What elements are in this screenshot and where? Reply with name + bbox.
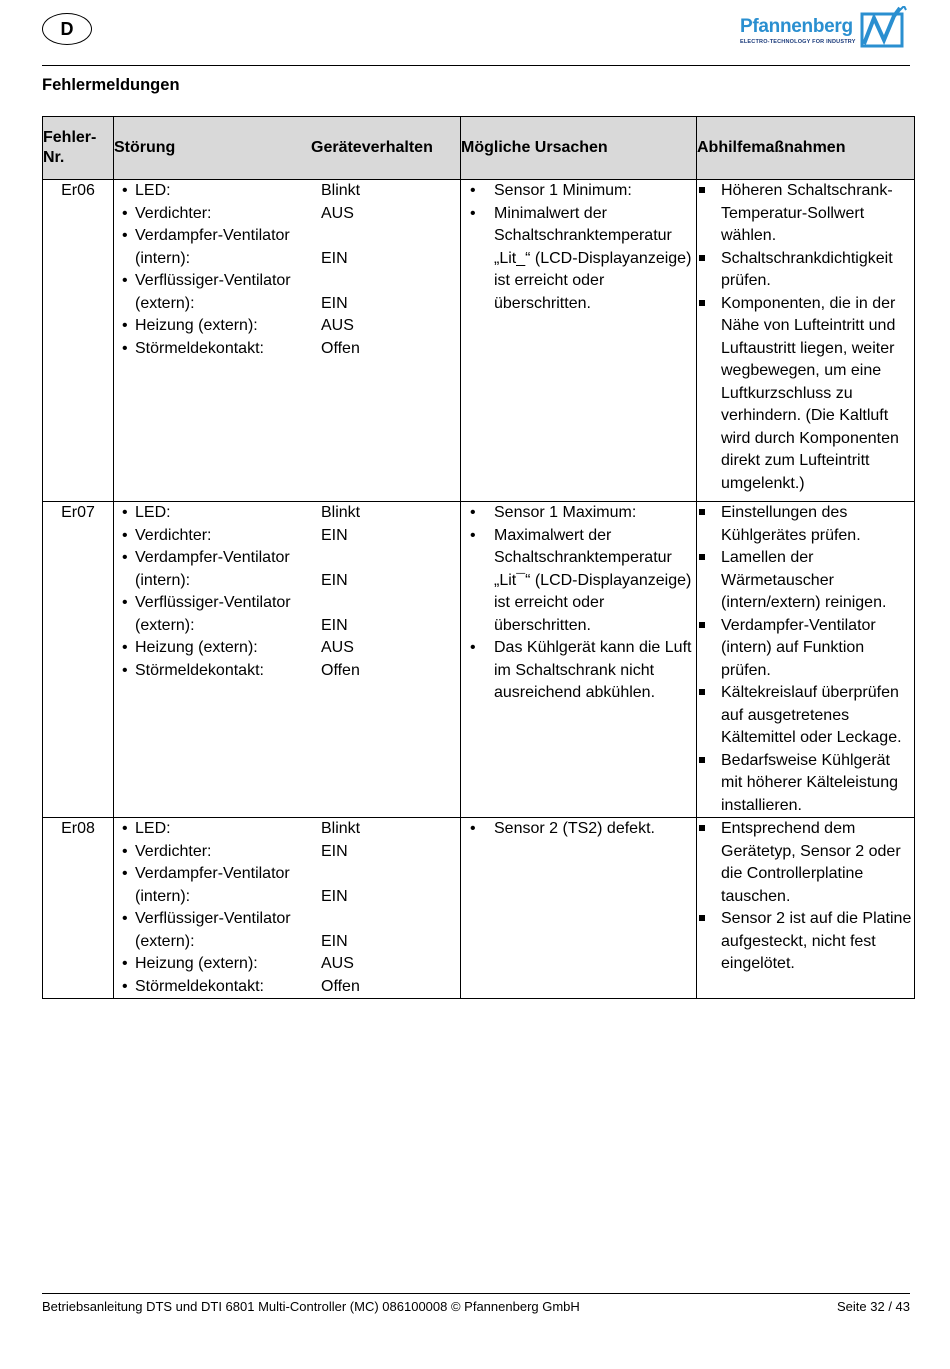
bullet-icon: • — [122, 955, 128, 972]
bullet-icon: • — [122, 820, 128, 837]
status-cell — [114, 818, 461, 999]
section-title: Fehlermeldungen — [42, 76, 180, 94]
remedy-item: Höheren Schaltschrank-Temperatur-Sollwert wählen. — [697, 180, 914, 248]
status-cell — [114, 502, 461, 818]
bullet-icon: • — [122, 661, 128, 679]
remedy-item: Schaltschrankdichtigkeit prüfen. — [697, 248, 914, 293]
cause-item: • Sensor 1 Maximum: — [461, 502, 696, 525]
status-label: Heizung (extern): — [135, 639, 258, 656]
cause-item: • Das Kühlgerät kann die Luft im Schaltschrank nicht ausreichend abkühlen. — [461, 637, 696, 705]
status-value: Offen — [321, 977, 360, 995]
remedy-item: Komponenten, die in der Nähe von Lufteintritt und Luftaustritt liegen, weiter wegbewegen, um eine Luftkurzschluss zu verhindern. (Die Kaltluft wird durch Komponenten direkt zum Lufteintritt umgelenkt.) — [697, 293, 914, 496]
status-label: Verdampfer-Ventilator — [135, 549, 290, 566]
status-value: EIN — [321, 887, 348, 905]
bullet-icon: • — [122, 842, 128, 860]
status-label-cont: (extern): — [135, 616, 195, 634]
status-label-cont: (intern): — [135, 249, 191, 267]
col-header-nr — [43, 117, 114, 180]
status-label: Verdichter: — [135, 842, 212, 860]
bullet-icon: • — [122, 339, 128, 357]
col-header-nr-line: Nr. — [43, 149, 65, 166]
col-header-stoerung — [114, 117, 461, 180]
status-value: Offen — [321, 661, 360, 679]
col-header-abhilfe: Abhilfemaßnahmen — [697, 117, 915, 180]
col-header-verhalten-label: Geräteverhalten — [311, 138, 433, 156]
bullet-icon: • — [122, 204, 128, 222]
col-header-stoerung-label: Störung — [114, 138, 176, 156]
remedies-cell — [697, 818, 915, 999]
language-badge-label: D — [60, 18, 74, 39]
table-row — [43, 502, 915, 818]
table-row — [43, 180, 915, 502]
fault-code: Er08 — [43, 818, 114, 999]
bullet-icon: • — [122, 910, 128, 927]
status-label: LED: — [135, 182, 171, 199]
footer-page-number: Seite 32 / 43 — [837, 1299, 910, 1314]
col-header-nr-line: Fehler- — [43, 129, 97, 146]
fault-code: Er06 — [43, 180, 114, 502]
col-header-ursachen: Mögliche Ursachen — [461, 117, 697, 180]
language-badge — [42, 13, 92, 45]
status-label: LED: — [135, 504, 171, 521]
status-value: AUS — [321, 204, 354, 222]
status-label: Verdichter: — [135, 204, 212, 222]
remedy-item: Lamellen der Wärmetauscher (intern/extern) reinigen. — [697, 547, 914, 615]
status-value: EIN — [321, 294, 348, 312]
status-value: AUS — [321, 639, 354, 656]
logo-mark-icon — [856, 6, 910, 48]
table-header-row — [43, 117, 915, 180]
bullet-icon: • — [122, 504, 128, 521]
bullet-icon: • — [122, 977, 128, 995]
cause-item: • Minimalwert der Schaltschranktemperatur „Lit_“ (LCD-Displayanzeige) ist erreicht oder überschritten. — [461, 203, 696, 316]
bullet-icon: • — [122, 865, 128, 882]
status-label: Störmeldekontakt: — [135, 339, 264, 357]
footer-document-info: Betriebsanleitung DTS und DTI 6801 Multi-Controller (MC) 086100008 © Pfannenberg GmbH — [42, 1299, 580, 1314]
status-value: EIN — [321, 571, 348, 589]
status-label: Verdampfer-Ventilator — [135, 227, 290, 244]
status-value: EIN — [321, 616, 348, 634]
remedy-item: Sensor 2 ist auf die Platine aufgesteckt, nicht fest eingelötet. — [697, 908, 914, 976]
remedy-item: Verdampfer-Ventilator (intern) auf Funktion prüfen. — [697, 615, 914, 683]
status-value: AUS — [321, 317, 354, 334]
bullet-icon: • — [122, 317, 128, 334]
status-cell — [114, 180, 461, 502]
status-value: EIN — [321, 249, 348, 267]
header-rule — [42, 65, 910, 66]
status-label: Verdampfer-Ventilator — [135, 865, 290, 882]
status-label: Störmeldekontakt: — [135, 661, 264, 679]
bullet-icon: • — [122, 639, 128, 656]
cause-item: • Sensor 2 (TS2) defekt. — [461, 818, 696, 841]
status-label-cont: (intern): — [135, 571, 191, 589]
status-label: Verflüssiger-Ventilator — [135, 594, 291, 611]
cause-item: • Maximalwert der Schaltschranktemperatur „Lit¯“ (LCD-Displayanzeige) ist erreicht oder überschritten. — [461, 525, 696, 638]
status-value: EIN — [321, 526, 348, 544]
status-label-cont: (extern): — [135, 294, 195, 312]
status-value: EIN — [321, 842, 348, 860]
remedy-item: Kältekreislauf überprüfen auf ausgetretenes Kältemittel oder Leckage. — [697, 682, 914, 750]
causes-cell — [461, 502, 697, 818]
status-value: Offen — [321, 339, 360, 357]
remedy-item: Einstellungen des Kühlgerätes prüfen. — [697, 502, 914, 547]
status-value: AUS — [321, 955, 354, 972]
status-label: LED: — [135, 820, 171, 837]
status-value: EIN — [321, 932, 348, 950]
bullet-icon: • — [122, 526, 128, 544]
bullet-icon: • — [122, 594, 128, 611]
footer-rule — [42, 1293, 910, 1294]
remedies-cell — [697, 502, 915, 818]
bullet-icon: • — [122, 182, 128, 199]
bullet-icon: • — [122, 549, 128, 566]
causes-cell — [461, 180, 697, 502]
remedy-item: Entsprechend dem Gerätetyp, Sensor 2 oder die Controllerplatine tauschen. — [697, 818, 914, 908]
bullet-icon: • — [122, 227, 128, 244]
status-label: Störmeldekontakt: — [135, 977, 264, 995]
logo-wordmark: Pfannenberg — [740, 16, 853, 37]
status-label-cont: (intern): — [135, 887, 191, 905]
table-row — [43, 818, 915, 999]
status-value: Blinkt — [321, 820, 361, 837]
status-label: Heizung (extern): — [135, 317, 258, 334]
fault-code: Er07 — [43, 502, 114, 818]
pfannenberg-logo — [738, 6, 910, 48]
status-value: Blinkt — [321, 182, 361, 199]
status-label: Heizung (extern): — [135, 955, 258, 972]
remedies-cell — [697, 180, 915, 502]
status-label: Verflüssiger-Ventilator — [135, 272, 291, 289]
fault-table — [42, 116, 915, 999]
causes-cell — [461, 818, 697, 999]
remedy-item: Bedarfsweise Kühlgerät mit höherer Kälteleistung installieren. — [697, 750, 914, 818]
status-label: Verflüssiger-Ventilator — [135, 910, 291, 927]
status-label-cont: (extern): — [135, 932, 195, 950]
cause-item: • Sensor 1 Minimum: — [461, 180, 696, 203]
status-value: Blinkt — [321, 504, 361, 521]
bullet-icon: • — [122, 272, 128, 289]
logo-tagline: ELECTRO-TECHNOLOGY FOR INDUSTRY — [740, 39, 856, 45]
status-label: Verdichter: — [135, 526, 212, 544]
